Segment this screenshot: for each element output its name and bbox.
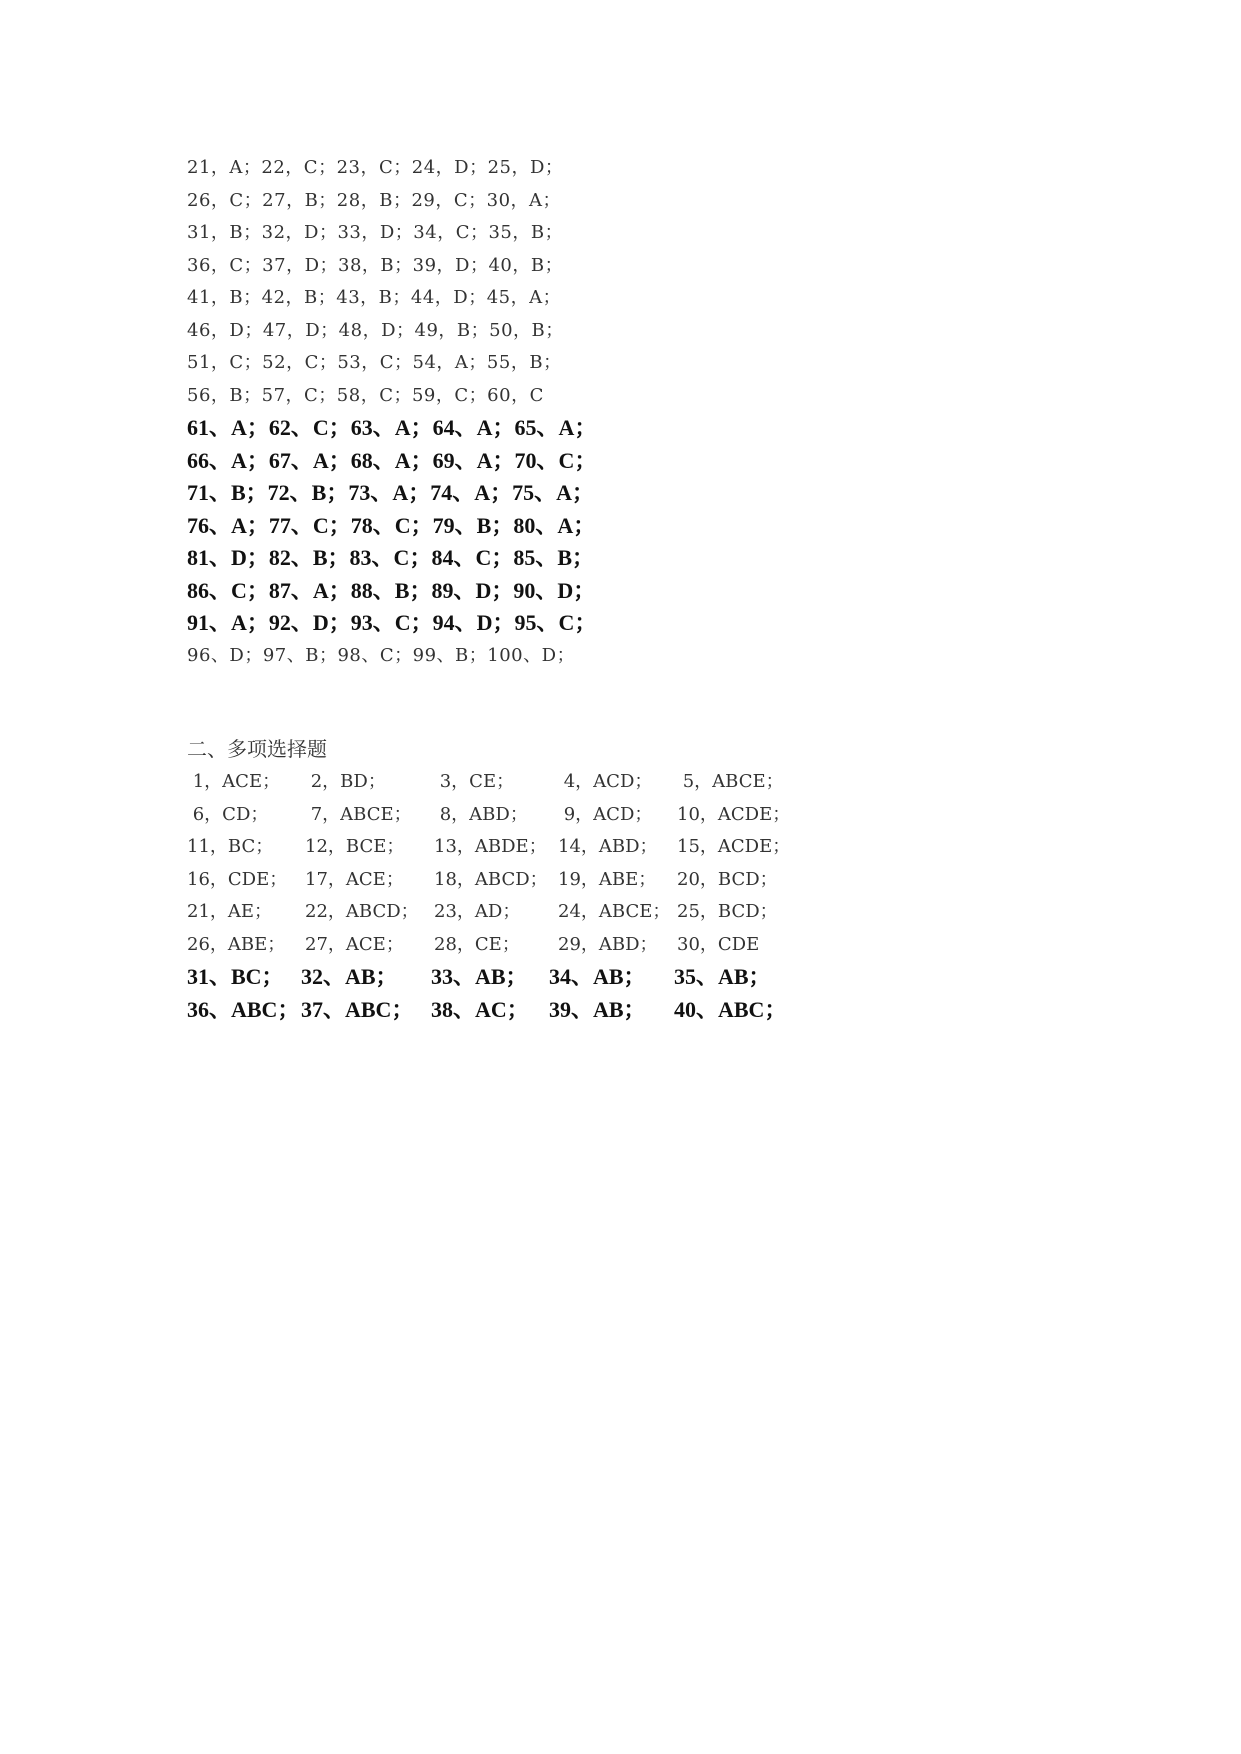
answer-line: 71、B；72、B；73、A；74、A；75、A； [187,480,595,505]
answer-cell: 33、AB； [431,964,528,989]
answer-cell: 27，ACE； [305,933,404,955]
answer-cell: 13，ABDE； [434,836,547,857]
answer-row [187,864,837,897]
answer-cell: 35、AB； [674,964,771,989]
answer-cell: 37、ABC； [301,996,414,1022]
answer-line: 46，D；47，D；48，D；49，B；50，B； [187,319,564,341]
answer-line: 31，B；32，D；33，D；34，C；35，B； [187,222,564,243]
answer-cell: 10，ACDE； [677,803,791,825]
answer-cell: 31、BC； [187,964,284,989]
answer-line: 41，B；42，B；43，B；44，D；45，A； [187,287,562,308]
answer-cell: 5，ABCE； [677,771,784,792]
answer-cell: 25，BCD； [677,901,778,922]
answer-line: 56，B；57，C；58，C；59，C；60，C [187,384,544,406]
answer-cell: 19，ABE； [558,868,657,890]
answer-cell: 4，ACD； [558,771,653,792]
answer-cell: 3，CE； [434,771,515,792]
multi-choice-section [187,732,837,1026]
answer-cell: 20，BCD； [677,868,778,890]
answer-cell: 26，ABE； [187,933,286,955]
answer-line: 86、C；87、A；88、B；89、D；90、D； [187,577,596,603]
answer-row [187,994,837,1027]
answer-line: 91、A；92、D；93、C；94、D；95、C； [187,610,597,635]
answer-cell: 8，ABD； [434,803,528,825]
answer-row [187,799,837,832]
answer-cell: 14，ABD； [558,836,658,857]
single-choice-answers [187,152,596,672]
answer-line: 66、A；67、A；68、A；69、A；70、C； [187,447,597,473]
answer-cell: 40、ABC； [674,996,787,1022]
answer-cell: 22，ABCD； [305,901,419,922]
answer-row [187,929,837,962]
answer-line: 96、D；97、B；98、C；99、B；100、D； [187,644,576,666]
answer-cell: 1，ACE； [187,771,281,792]
answer-cell: 34、AB； [549,964,646,989]
answer-line: 61、A；62、C；63、A；64、A；65、A； [187,415,597,440]
answer-cell: 21，AE； [187,901,273,922]
answer-cell: 23，AD； [434,901,521,922]
answer-cell: 29，ABD； [558,933,658,955]
answer-line: 36，C；37，D；38，B；39，D；40，B； [187,254,564,276]
answer-cell: 12，BCE； [305,836,405,857]
answer-cell: 36、ABC； [187,996,300,1022]
answer-cell: 6，CD； [187,803,269,825]
answer-cell: 18，ABCD； [434,868,548,890]
answer-cell: 24，ABCE； [558,901,671,922]
answer-cell: 15，ACDE； [677,836,791,857]
answer-line: 26，C；27，B；28，B；29，C；30，A； [187,189,562,211]
answer-row [187,896,837,929]
answer-cell: 32、AB； [301,964,398,989]
answer-line: 51，C；52，C；53，C；54，A；55，B； [187,352,562,373]
answer-cell: 16，CDE； [187,868,288,890]
answer-line: 76、A；77、C；78、C；79、B；80、A； [187,512,596,538]
answer-cell: 38、AC； [431,996,529,1022]
answer-cell: 17，ACE； [305,868,404,890]
answer-row [187,766,837,799]
answer-cell: 11，BC； [187,836,274,857]
answer-line: 81、D；82、B；83、C；84、C；85、B； [187,545,595,570]
answer-row [187,961,837,994]
answer-line: 21，A；22，C；23，C；24，D；25，D； [187,157,564,178]
answer-cell: 2，BD； [305,771,386,792]
section-title: 二、多项选择题 [187,737,327,761]
answer-cell: 28，CE； [434,933,520,955]
answer-cell: 9，ACD； [558,803,653,825]
answer-row [187,831,837,864]
answer-cell: 39、AB； [549,996,646,1022]
answer-cell: 7，ABCE； [305,803,412,825]
answer-cell: 30，CDE [677,933,760,955]
